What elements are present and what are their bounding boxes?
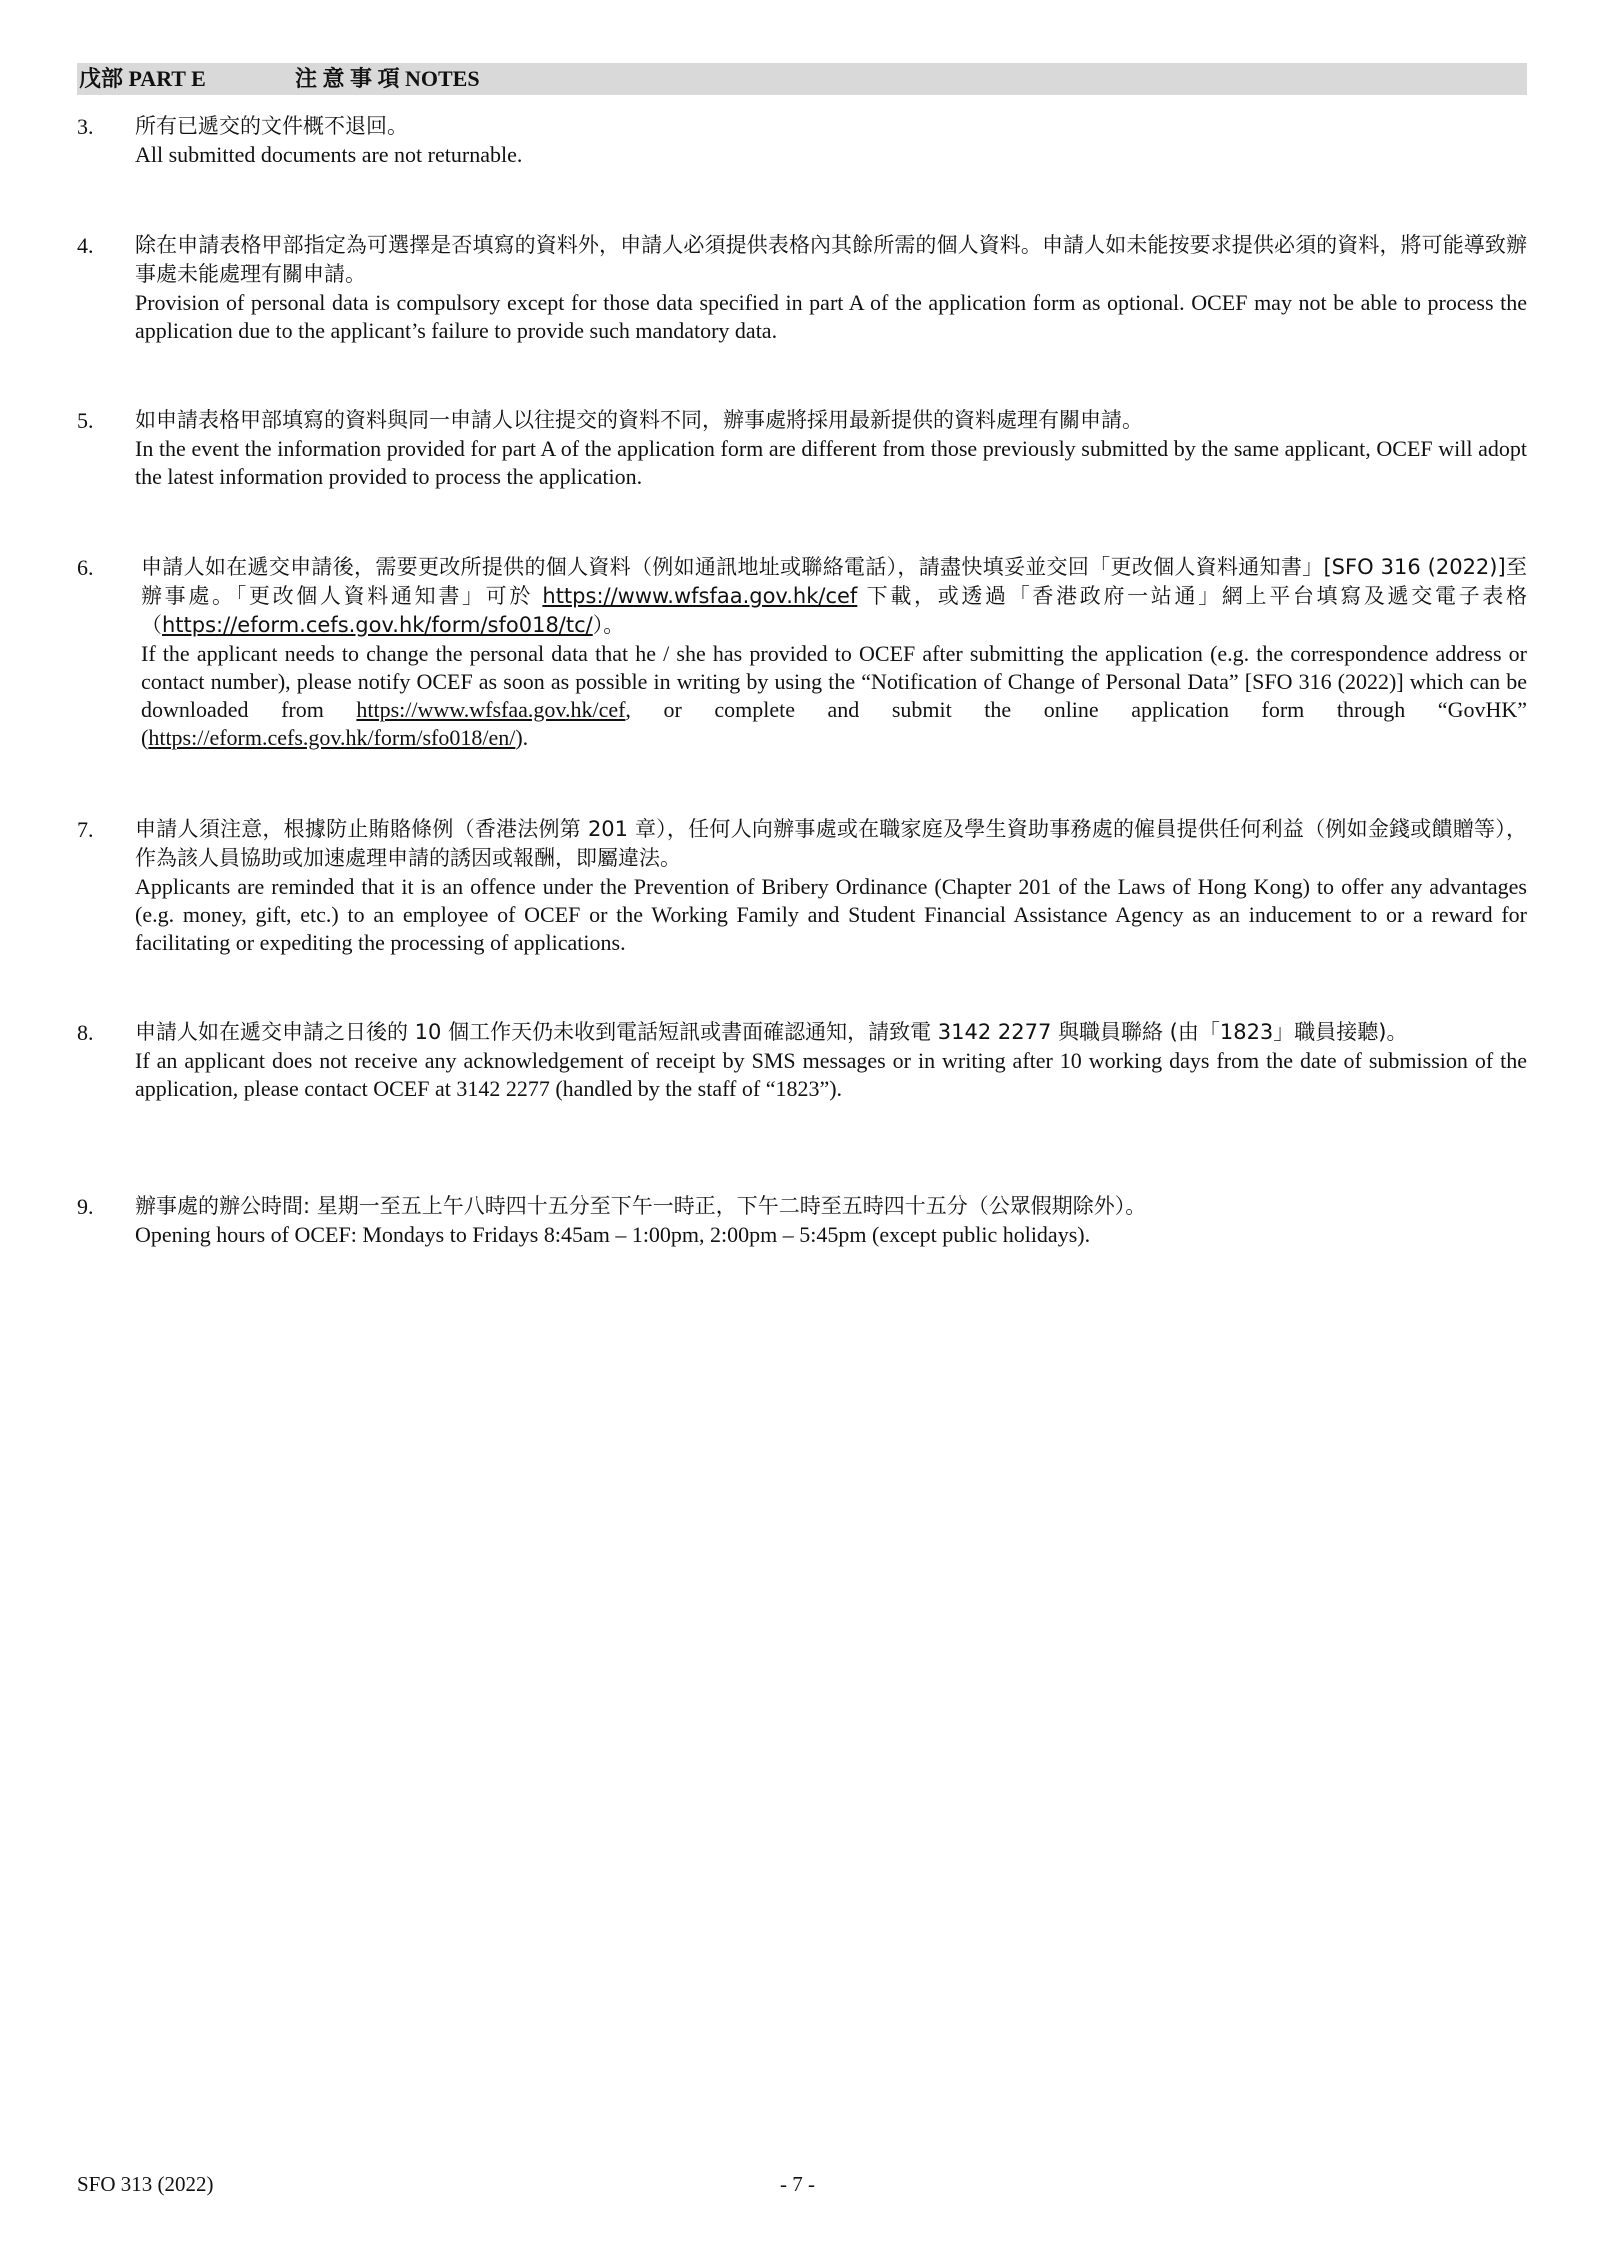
eform-en-link[interactable]: https://eform.cefs.gov.hk/form/sfo018/en/ bbox=[148, 725, 516, 750]
note-text-english: Applicants are reminded that it is an offence under the Prevention of Bribery Ordinance (Chapter 201 of the Laws of Hong Kong) to offer any advantages (e.g. money, gift, etc.) to an employee of OCEF or the Working Family and Student Financial Assistance Agency as an inducement to or a reward for facilitating or expediting the processing of applications. bbox=[135, 874, 1527, 955]
note-number: 6. bbox=[77, 555, 94, 580]
section-header-bar bbox=[77, 63, 1527, 95]
note-text-english: In the event the information provided for part A of the application form are different from those previously submitted by the same applicant, OCEF will adopt the latest information provided to process the application. bbox=[135, 436, 1527, 489]
note-text-chinese: 如申請表格甲部填寫的資料與同一申請人以往提交的資料不同，辦事處將採用最新提供的資料處理有關申請。 bbox=[135, 408, 1143, 432]
form-code: SFO 313 (2022) bbox=[77, 2172, 214, 2196]
note-text-english bbox=[141, 640, 1527, 752]
note-4 bbox=[77, 231, 1527, 345]
wfsfaa-cef-link[interactable]: https://www.wfsfaa.gov.hk/cef bbox=[542, 584, 858, 608]
note-9 bbox=[77, 1192, 1527, 1249]
note-text-chinese: 申請人如在遞交申請之日後的 10 個工作天仍未收到電話短訊或書面確認通知，請致電 3142 2277 與職員聯絡 (由「1823」職員接聽)。 bbox=[135, 1020, 1408, 1044]
note-text-chinese bbox=[141, 553, 1527, 640]
text-segment: ）。 bbox=[592, 613, 625, 637]
note-6 bbox=[77, 553, 1527, 752]
wfsfaa-cef-link-en[interactable]: https://www.wfsfaa.gov.hk/cef bbox=[356, 697, 626, 722]
note-number: 9. bbox=[77, 1194, 94, 1219]
text-segment: 下載，或透過「香港政府一站通」網上平台填寫及遞交電子表格（ bbox=[141, 584, 1527, 637]
note-text-english: Opening hours of OCEF: Mondays to Fridays 8:45am – 1:00pm, 2:00pm – 5:45pm (except public holidays). bbox=[135, 1222, 1091, 1247]
note-7 bbox=[77, 815, 1527, 957]
text-segment: If the applicant needs to change the personal data that he / she has provided to OCEF after submitting the application (e.g. the correspondence address or contact number), please notify OCEF as soon as possible in writing by using the “Notification of Change of Personal Data” [SFO 316 (2022)] which can be downloaded from bbox=[141, 641, 1527, 722]
note-text-chinese: 除在申請表格甲部指定為可選擇是否填寫的資料外，申請人必須提供表格內其餘所需的個人資料。申請人如未能按要求提供必須的資料，將可能導致辦事處未能處理有關申請。 bbox=[135, 233, 1527, 286]
page-number: - 7 - bbox=[780, 2172, 815, 2196]
note-text-english: If an applicant does not receive any acknowledgement of receipt by SMS messages or in writing after 10 working days from the date of submission of the application, please contact OCEF at 3142 2277 (handled by the staff of “1823”). bbox=[135, 1048, 1527, 1101]
note-text-english: All submitted documents are not returnable. bbox=[135, 142, 523, 167]
note-text-english: Provision of personal data is compulsory except for those data specified in part A of the application form as optional. OCEF may not be able to process the application due to the applicant’s failure to provide such mandatory data. bbox=[135, 290, 1527, 343]
text-segment: , or complete and submit the online application form through “GovHK” ( bbox=[141, 697, 1528, 750]
text-segment: ). bbox=[515, 725, 529, 750]
note-number: 7. bbox=[77, 817, 94, 842]
note-number: 4. bbox=[77, 233, 94, 258]
note-5 bbox=[77, 406, 1527, 491]
note-number: 3. bbox=[77, 114, 94, 139]
note-number: 5. bbox=[77, 408, 94, 433]
note-3 bbox=[77, 112, 1527, 169]
note-text-chinese: 所有已遞交的文件概不退回。 bbox=[135, 114, 408, 138]
note-number: 8. bbox=[77, 1020, 94, 1045]
part-label: 戊部 PART E bbox=[79, 66, 206, 91]
notes-label: 注 意 事 項 NOTES bbox=[295, 66, 480, 91]
note-8 bbox=[77, 1018, 1527, 1103]
text-segment: 申請人如在遞交申請後，需要更改所提供的個人資料（例如通訊地址或聯絡電話），請盡快填妥並交回「更改個人資料通知書」[SFO 316 (2022)]至辦事處。「更改個人資料通知書」可於 bbox=[141, 555, 1527, 608]
eform-tc-link[interactable]: https://eform.cefs.gov.hk/form/sfo018/tc/ bbox=[162, 613, 593, 637]
note-text-chinese: 申請人須注意，根據防止賄賂條例（香港法例第 201 章），任何人向辦事處或在職家庭及學生資助事務處的僱員提供任何利益（例如金錢或饋贈等），作為該人員協助或加速處理申請的誘因或報酬，即屬違法。 bbox=[135, 817, 1527, 870]
note-text-chinese: 辦事處的辦公時間: 星期一至五上午八時四十五分至下午一時正，下午二時至五時四十五分（公眾假期除外）。 bbox=[135, 1194, 1147, 1218]
